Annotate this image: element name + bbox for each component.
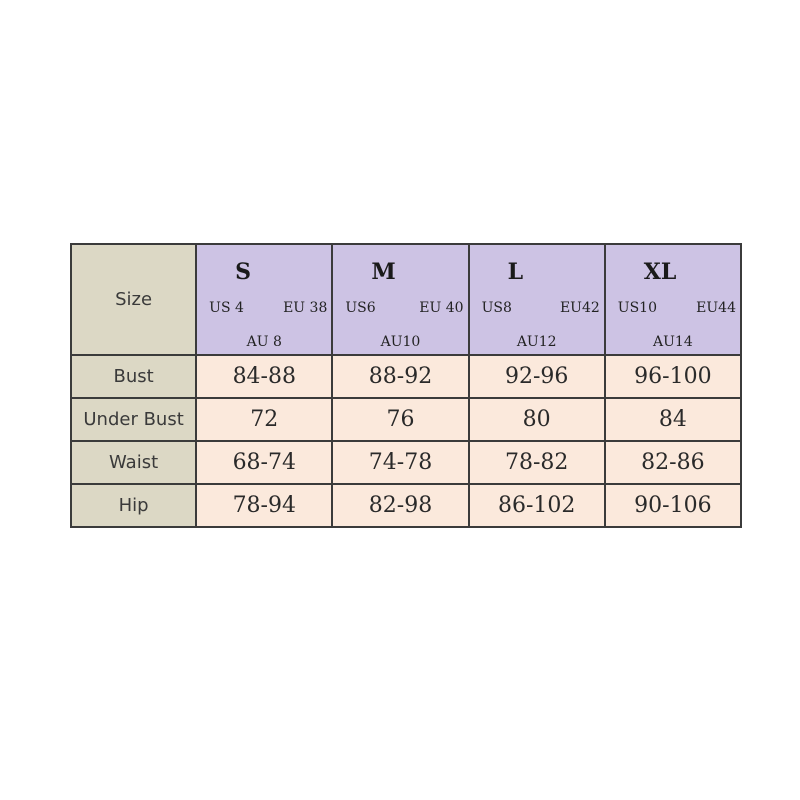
value-cell: 84-88 xyxy=(196,355,332,398)
row-label: Bust xyxy=(71,355,196,398)
size-eu: EU44 xyxy=(696,300,736,316)
size-us: US8 xyxy=(481,300,512,316)
row-label: Hip xyxy=(71,484,196,527)
size-us: US6 xyxy=(345,300,376,316)
value-cell: 86-102 xyxy=(469,484,605,527)
value-cell: 84 xyxy=(605,398,741,441)
row-label: Waist xyxy=(71,441,196,484)
size-us: US10 xyxy=(617,300,657,316)
value-cell: 74-78 xyxy=(332,441,468,484)
table-row-bust xyxy=(71,355,741,398)
value-cell: 78-82 xyxy=(469,441,605,484)
value-cell: 68-74 xyxy=(196,441,332,484)
table-row-hip xyxy=(71,484,741,527)
size-header-m xyxy=(332,244,468,355)
value-cell: 82-98 xyxy=(332,484,468,527)
size-letter: L xyxy=(507,259,524,285)
table-row-waist xyxy=(71,441,741,484)
size-letter: S xyxy=(235,259,252,285)
size-letter: XL xyxy=(643,259,677,285)
size-corner-label: Size xyxy=(71,244,196,355)
size-au: AU 8 xyxy=(246,334,282,350)
table-row-under-bust xyxy=(71,398,741,441)
value-cell: 92-96 xyxy=(469,355,605,398)
size-header-l xyxy=(469,244,605,355)
size-eu: EU 38 xyxy=(283,300,328,316)
value-cell: 80 xyxy=(469,398,605,441)
value-cell: 72 xyxy=(196,398,332,441)
size-us: US 4 xyxy=(209,300,244,316)
value-cell: 96-100 xyxy=(605,355,741,398)
value-cell: 78-94 xyxy=(196,484,332,527)
size-header-row xyxy=(71,244,741,355)
value-cell: 76 xyxy=(332,398,468,441)
value-cell: 88-92 xyxy=(332,355,468,398)
size-eu: EU42 xyxy=(559,300,600,316)
size-au: AU10 xyxy=(380,334,421,350)
size-header-xl xyxy=(605,244,741,355)
size-chart-table xyxy=(70,243,742,528)
size-au: AU12 xyxy=(516,334,557,350)
size-header-s xyxy=(196,244,332,355)
row-label: Under Bust xyxy=(71,398,196,441)
value-cell: 90-106 xyxy=(605,484,741,527)
value-cell: 82-86 xyxy=(605,441,741,484)
size-eu: EU 40 xyxy=(419,300,464,316)
size-au: AU14 xyxy=(653,334,693,350)
size-letter: M xyxy=(371,259,396,285)
